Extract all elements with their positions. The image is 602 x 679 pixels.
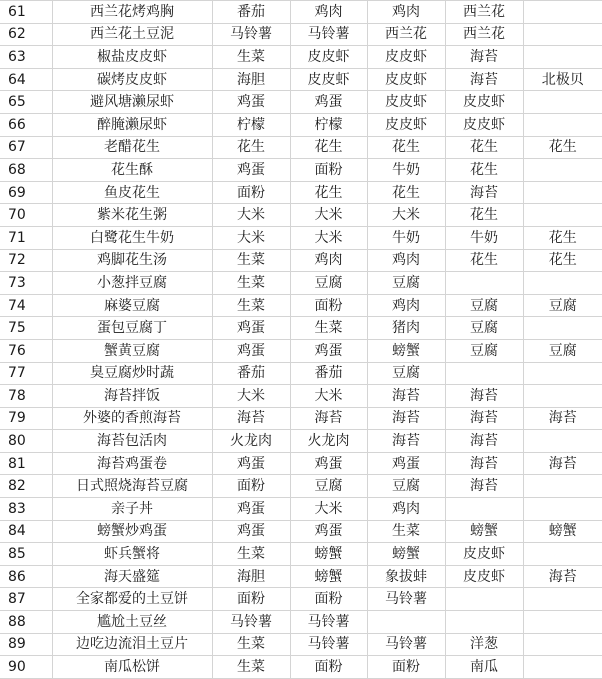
table-row [0, 520, 602, 543]
ingredient-cell[interactable]: 牛奶 [367, 226, 445, 249]
row-number-cell[interactable]: 77 [0, 362, 52, 385]
ingredient-cell[interactable]: 海苔 [445, 430, 523, 453]
table-row [0, 611, 602, 634]
ingredient-cell[interactable]: 大米 [212, 204, 290, 227]
recipe-name-cell[interactable]: 老醋花生 [52, 136, 212, 159]
ingredient-cell[interactable] [523, 159, 602, 182]
table-row [0, 452, 602, 475]
table-row [0, 317, 602, 340]
recipe-name-cell[interactable]: 日式照烧海苔豆腐 [52, 475, 212, 498]
ingredient-cell[interactable]: 花生 [445, 249, 523, 272]
ingredient-cell[interactable]: 柠檬 [290, 113, 367, 136]
ingredient-cell[interactable]: 生菜 [212, 46, 290, 69]
ingredient-cell[interactable]: 花生 [290, 181, 367, 204]
row-number-cell[interactable]: 67 [0, 136, 52, 159]
table-row [0, 407, 602, 430]
ingredient-cell[interactable]: 皮皮虾 [445, 91, 523, 114]
table-row [0, 136, 602, 159]
row-number-cell[interactable]: 79 [0, 407, 52, 430]
ingredient-cell[interactable]: 皮皮虾 [367, 68, 445, 91]
ingredient-cell[interactable]: 海胆 [212, 68, 290, 91]
recipe-name-cell[interactable]: 南瓜松饼 [52, 656, 212, 679]
table-row [0, 46, 602, 69]
row-number-cell[interactable]: 87 [0, 588, 52, 611]
table-row [0, 68, 602, 91]
ingredient-cell[interactable]: 海苔 [523, 452, 602, 475]
ingredient-cell[interactable]: 牛奶 [445, 226, 523, 249]
table-row [0, 633, 602, 656]
ingredient-cell[interactable]: 番茄 [290, 362, 367, 385]
ingredient-cell[interactable]: 番茄 [212, 1, 290, 24]
ingredient-cell[interactable]: 海苔 [445, 385, 523, 408]
recipe-name-cell[interactable]: 尴尬土豆丝 [52, 611, 212, 634]
row-number-cell[interactable]: 64 [0, 68, 52, 91]
ingredient-cell[interactable]: 马铃薯 [290, 23, 367, 46]
table-row [0, 204, 602, 227]
table-row [0, 294, 602, 317]
ingredient-cell[interactable] [445, 611, 523, 634]
ingredient-cell[interactable]: 海胆 [212, 565, 290, 588]
ingredient-cell[interactable] [523, 204, 602, 227]
recipe-name-cell[interactable]: 海苔包活肉 [52, 430, 212, 453]
table-row [0, 656, 602, 679]
ingredient-cell[interactable]: 面粉 [212, 181, 290, 204]
ingredient-cell[interactable] [523, 113, 602, 136]
ingredient-cell[interactable]: 鸡蛋 [212, 339, 290, 362]
row-number-cell[interactable]: 62 [0, 23, 52, 46]
row-number-cell[interactable]: 68 [0, 159, 52, 182]
row-number-cell[interactable]: 86 [0, 565, 52, 588]
row-number-cell[interactable]: 78 [0, 385, 52, 408]
ingredient-cell[interactable]: 海苔 [445, 68, 523, 91]
ingredient-cell[interactable]: 花生 [523, 226, 602, 249]
recipe-name-cell[interactable]: 臭豆腐炒时蔬 [52, 362, 212, 385]
ingredient-cell[interactable]: 大米 [290, 226, 367, 249]
row-number-cell[interactable]: 84 [0, 520, 52, 543]
ingredient-cell[interactable]: 螃蟹 [523, 520, 602, 543]
ingredient-cell[interactable]: 花生 [445, 204, 523, 227]
ingredient-cell[interactable]: 豆腐 [523, 294, 602, 317]
ingredient-cell[interactable]: 鸡蛋 [212, 520, 290, 543]
ingredient-cell[interactable]: 象拔蚌 [367, 565, 445, 588]
ingredient-cell[interactable]: 柠檬 [212, 113, 290, 136]
ingredient-cell[interactable]: 鸡蛋 [212, 317, 290, 340]
recipe-name-cell[interactable]: 海苔鸡蛋卷 [52, 452, 212, 475]
ingredient-cell[interactable]: 花生 [367, 136, 445, 159]
ingredient-cell[interactable]: 大米 [290, 204, 367, 227]
table-row [0, 113, 602, 136]
table-row [0, 23, 602, 46]
row-number-cell[interactable]: 81 [0, 452, 52, 475]
ingredient-cell[interactable] [367, 611, 445, 634]
recipe-name-cell[interactable]: 醉腌濑尿虾 [52, 113, 212, 136]
ingredient-cell[interactable]: 花生 [290, 136, 367, 159]
ingredient-cell[interactable]: 鸡蛋 [290, 339, 367, 362]
ingredient-cell[interactable]: 生菜 [212, 543, 290, 566]
ingredient-cell[interactable]: 鸡蛋 [212, 452, 290, 475]
ingredient-cell[interactable]: 面粉 [212, 475, 290, 498]
recipe-name-cell[interactable]: 西兰花土豆泥 [52, 23, 212, 46]
ingredient-cell[interactable]: 鸡肉 [290, 249, 367, 272]
ingredient-cell[interactable]: 海苔 [445, 475, 523, 498]
ingredient-cell[interactable]: 螃蟹 [290, 565, 367, 588]
ingredient-cell[interactable]: 大米 [212, 385, 290, 408]
row-number-cell[interactable]: 76 [0, 339, 52, 362]
ingredient-cell[interactable]: 豆腐 [445, 339, 523, 362]
ingredient-cell[interactable]: 鸡肉 [367, 1, 445, 24]
ingredient-cell[interactable]: 海苔 [212, 407, 290, 430]
recipe-name-cell[interactable]: 白鹭花生牛奶 [52, 226, 212, 249]
ingredient-cell[interactable]: 生菜 [212, 656, 290, 679]
ingredient-cell[interactable] [523, 272, 602, 295]
row-number-cell[interactable]: 80 [0, 430, 52, 453]
recipe-name-cell[interactable]: 紫米花生粥 [52, 204, 212, 227]
ingredient-cell[interactable]: 北极贝 [523, 68, 602, 91]
recipe-table-body [0, 1, 602, 679]
ingredient-cell[interactable]: 面粉 [290, 159, 367, 182]
ingredient-cell[interactable]: 马铃薯 [212, 23, 290, 46]
ingredient-cell[interactable]: 鸡蛋 [290, 452, 367, 475]
ingredient-cell[interactable]: 大米 [290, 385, 367, 408]
table-row [0, 159, 602, 182]
ingredient-cell[interactable] [445, 588, 523, 611]
table-row [0, 498, 602, 521]
recipe-name-cell[interactable]: 鸡脚花生汤 [52, 249, 212, 272]
ingredient-cell[interactable]: 海苔 [445, 181, 523, 204]
recipe-name-cell[interactable]: 椒盐皮皮虾 [52, 46, 212, 69]
row-number-cell[interactable]: 85 [0, 543, 52, 566]
ingredient-cell[interactable] [523, 633, 602, 656]
ingredient-cell[interactable] [523, 543, 602, 566]
ingredient-cell[interactable]: 面粉 [212, 588, 290, 611]
ingredient-cell[interactable]: 大米 [367, 204, 445, 227]
ingredient-cell[interactable] [523, 362, 602, 385]
recipe-name-cell[interactable]: 虾兵蟹将 [52, 543, 212, 566]
table-row [0, 339, 602, 362]
ingredient-cell[interactable]: 大米 [212, 226, 290, 249]
row-number-cell[interactable]: 73 [0, 272, 52, 295]
ingredient-cell[interactable] [523, 611, 602, 634]
ingredient-cell[interactable]: 鸡蛋 [212, 159, 290, 182]
ingredient-cell[interactable] [523, 498, 602, 521]
ingredient-cell[interactable]: 豆腐 [367, 362, 445, 385]
ingredient-cell[interactable]: 鸡蛋 [290, 91, 367, 114]
recipe-name-cell[interactable]: 蛋包豆腐丁 [52, 317, 212, 340]
ingredient-cell[interactable]: 豆腐 [445, 294, 523, 317]
ingredient-cell[interactable]: 螃蟹 [290, 543, 367, 566]
ingredient-cell[interactable]: 鸡蛋 [212, 498, 290, 521]
ingredient-cell[interactable]: 生菜 [290, 317, 367, 340]
recipe-name-cell[interactable]: 海天盛筵 [52, 565, 212, 588]
ingredient-cell[interactable]: 花生 [445, 159, 523, 182]
recipe-name-cell[interactable]: 小葱拌豆腐 [52, 272, 212, 295]
row-number-cell[interactable]: 65 [0, 91, 52, 114]
table-row [0, 226, 602, 249]
ingredient-cell[interactable]: 皮皮虾 [290, 68, 367, 91]
ingredient-cell[interactable]: 生菜 [212, 249, 290, 272]
ingredient-cell[interactable]: 生菜 [367, 520, 445, 543]
row-number-cell[interactable]: 70 [0, 204, 52, 227]
ingredient-cell[interactable]: 面粉 [367, 656, 445, 679]
ingredient-cell[interactable]: 洋葱 [445, 633, 523, 656]
table-row [0, 588, 602, 611]
ingredient-cell[interactable]: 鸡肉 [290, 1, 367, 24]
recipe-name-cell[interactable]: 西兰花烤鸡胸 [52, 1, 212, 24]
recipe-name-cell[interactable]: 避风塘濑尿虾 [52, 91, 212, 114]
ingredient-cell[interactable]: 海苔 [445, 452, 523, 475]
row-number-cell[interactable]: 75 [0, 317, 52, 340]
ingredient-cell[interactable]: 鸡蛋 [212, 91, 290, 114]
row-number-cell[interactable]: 74 [0, 294, 52, 317]
table-row [0, 181, 602, 204]
row-number-cell[interactable]: 89 [0, 633, 52, 656]
ingredient-cell[interactable] [523, 23, 602, 46]
ingredient-cell[interactable]: 豆腐 [290, 475, 367, 498]
recipe-name-cell[interactable]: 外婆的香煎海苔 [52, 407, 212, 430]
ingredient-cell[interactable]: 鸡蛋 [290, 520, 367, 543]
ingredient-cell[interactable]: 面粉 [290, 656, 367, 679]
ingredient-cell[interactable]: 花生 [212, 136, 290, 159]
ingredient-cell[interactable]: 豆腐 [367, 475, 445, 498]
table-row [0, 385, 602, 408]
table-row [0, 272, 602, 295]
ingredient-cell[interactable]: 面粉 [290, 588, 367, 611]
ingredient-cell[interactable]: 海苔 [445, 407, 523, 430]
ingredient-cell[interactable]: 螃蟹 [367, 339, 445, 362]
ingredient-cell[interactable] [523, 430, 602, 453]
recipe-name-cell[interactable]: 麻婆豆腐 [52, 294, 212, 317]
ingredient-cell[interactable]: 海苔 [367, 385, 445, 408]
row-number-cell[interactable]: 90 [0, 656, 52, 679]
ingredient-cell[interactable]: 豆腐 [290, 272, 367, 295]
recipe-name-cell[interactable]: 花生酥 [52, 159, 212, 182]
recipe-name-cell[interactable]: 全家都爱的土豆饼 [52, 588, 212, 611]
row-number-cell[interactable]: 71 [0, 226, 52, 249]
ingredient-cell[interactable] [523, 475, 602, 498]
ingredient-cell[interactable]: 海苔 [445, 46, 523, 69]
ingredient-cell[interactable]: 海苔 [367, 430, 445, 453]
table-row [0, 475, 602, 498]
ingredient-cell[interactable]: 豆腐 [367, 272, 445, 295]
ingredient-cell[interactable]: 猪肉 [367, 317, 445, 340]
ingredient-cell[interactable]: 花生 [523, 136, 602, 159]
ingredient-cell[interactable]: 火龙肉 [290, 430, 367, 453]
ingredient-cell[interactable] [445, 498, 523, 521]
ingredient-cell[interactable]: 豆腐 [445, 317, 523, 340]
ingredient-cell[interactable]: 皮皮虾 [367, 91, 445, 114]
row-number-cell[interactable]: 66 [0, 113, 52, 136]
ingredient-cell[interactable]: 生菜 [212, 633, 290, 656]
row-number-cell[interactable]: 69 [0, 181, 52, 204]
ingredient-cell[interactable] [523, 91, 602, 114]
ingredient-cell[interactable] [445, 362, 523, 385]
ingredient-cell[interactable]: 火龙肉 [212, 430, 290, 453]
ingredient-cell[interactable]: 海苔 [367, 407, 445, 430]
ingredient-cell[interactable]: 花生 [523, 249, 602, 272]
ingredient-cell[interactable]: 马铃薯 [367, 588, 445, 611]
ingredient-cell[interactable]: 大米 [290, 498, 367, 521]
ingredient-cell[interactable]: 鸡肉 [367, 294, 445, 317]
table-row [0, 362, 602, 385]
table-row [0, 430, 602, 453]
ingredient-cell[interactable] [523, 1, 602, 24]
row-number-cell[interactable]: 88 [0, 611, 52, 634]
ingredient-cell[interactable]: 生菜 [212, 294, 290, 317]
ingredient-cell[interactable] [523, 181, 602, 204]
ingredient-cell[interactable]: 鸡蛋 [367, 452, 445, 475]
ingredient-cell[interactable]: 西兰花 [367, 23, 445, 46]
row-number-cell[interactable]: 72 [0, 249, 52, 272]
recipe-name-cell[interactable]: 鱼皮花生 [52, 181, 212, 204]
ingredient-cell[interactable]: 番茄 [212, 362, 290, 385]
table-row [0, 249, 602, 272]
ingredient-cell[interactable] [523, 46, 602, 69]
recipe-name-cell[interactable]: 螃蟹炒鸡蛋 [52, 520, 212, 543]
ingredient-cell[interactable]: 皮皮虾 [445, 543, 523, 566]
ingredient-cell[interactable]: 海苔 [290, 407, 367, 430]
table-row [0, 543, 602, 566]
ingredient-cell[interactable] [523, 656, 602, 679]
row-number-cell[interactable]: 83 [0, 498, 52, 521]
ingredient-cell[interactable]: 皮皮虾 [367, 113, 445, 136]
ingredient-cell[interactable]: 海苔 [523, 565, 602, 588]
recipe-name-cell[interactable]: 蟹黄豆腐 [52, 339, 212, 362]
recipe-name-cell[interactable]: 边吃边流泪土豆片 [52, 633, 212, 656]
ingredient-cell[interactable]: 面粉 [290, 294, 367, 317]
ingredient-cell[interactable]: 皮皮虾 [290, 46, 367, 69]
ingredient-cell[interactable] [523, 588, 602, 611]
ingredient-cell[interactable]: 海苔 [523, 407, 602, 430]
ingredient-cell[interactable]: 西兰花 [445, 23, 523, 46]
ingredient-cell[interactable]: 马铃薯 [290, 611, 367, 634]
ingredient-cell[interactable]: 南瓜 [445, 656, 523, 679]
recipe-name-cell[interactable]: 海苔拌饭 [52, 385, 212, 408]
ingredient-cell[interactable]: 花生 [367, 181, 445, 204]
table-row [0, 1, 602, 24]
ingredient-cell[interactable]: 马铃薯 [367, 633, 445, 656]
ingredient-cell[interactable]: 豆腐 [523, 339, 602, 362]
row-number-cell[interactable]: 61 [0, 1, 52, 24]
recipe-name-cell[interactable]: 亲子丼 [52, 498, 212, 521]
recipe-name-cell[interactable]: 碳烤皮皮虾 [52, 68, 212, 91]
ingredient-cell[interactable]: 马铃薯 [212, 611, 290, 634]
row-number-cell[interactable]: 63 [0, 46, 52, 69]
ingredient-cell[interactable]: 花生 [445, 136, 523, 159]
ingredient-cell[interactable]: 螃蟹 [367, 543, 445, 566]
ingredient-cell[interactable]: 生菜 [212, 272, 290, 295]
row-number-cell[interactable]: 82 [0, 475, 52, 498]
ingredient-cell[interactable]: 螃蟹 [445, 520, 523, 543]
ingredient-cell[interactable] [523, 317, 602, 340]
ingredient-cell[interactable]: 皮皮虾 [445, 113, 523, 136]
ingredient-cell[interactable]: 马铃薯 [290, 633, 367, 656]
ingredient-cell[interactable]: 鸡肉 [367, 249, 445, 272]
ingredient-cell[interactable]: 皮皮虾 [445, 565, 523, 588]
ingredient-cell[interactable] [523, 385, 602, 408]
ingredient-cell[interactable]: 鸡肉 [367, 498, 445, 521]
table-row [0, 91, 602, 114]
ingredient-cell[interactable]: 皮皮虾 [367, 46, 445, 69]
ingredient-cell[interactable]: 西兰花 [445, 1, 523, 24]
table-row [0, 565, 602, 588]
ingredient-cell[interactable]: 牛奶 [367, 159, 445, 182]
ingredient-cell[interactable] [445, 272, 523, 295]
